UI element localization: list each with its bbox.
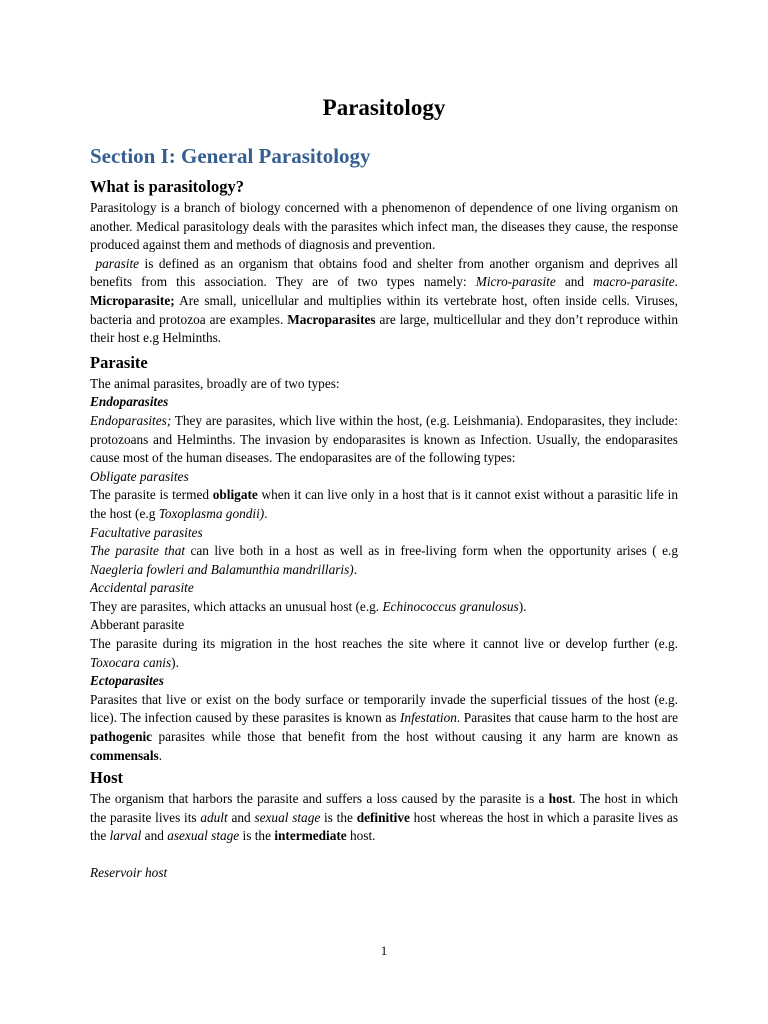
paragraph-parasite-definition: parasite is defined as an organism that obtains food and shelter from another organism and deprives all benefits from this association. They are of two types namely: Micro-parasite and macro-parasite. Microparasite; Are small, unicellular and multiplies within its vertebrate host, often inside cells. Viruses, bacteria and protozoa are examples. Macroparasites are large, multicellular and they don’t reproduce within their host e.g Helminths. — [90, 255, 678, 346]
heading-what-is-parasitology: What is parasitology? — [90, 177, 245, 196]
subheading-ectoparasites: Ectoparasites — [90, 673, 164, 689]
page-number: 1 — [380, 944, 388, 958]
paragraph-facultative: The parasite that can live both in a host as well as in free-living form when the opportunity arises ( e.g Naegleria fowleri and Balamunthia mandrillaris). — [90, 543, 678, 577]
paragraph-host: The organism that harbors the parasite and suffers a loss caused by the parasite is a host. The host in which the parasite lives its adult and sexual stage is the definitive host whereas the host in which a parasite lives as the larval and asexual stage is the intermediate host. — [90, 791, 678, 844]
subheading-reservoir-host: Reservoir host — [90, 865, 168, 880]
paragraph-animal-parasites: The animal parasites, broadly are of two types: — [90, 375, 340, 391]
paragraph-abberant: The parasite during its migration in the host reaches the site where it cannot live or develop further (e.g. Toxocara canis). — [90, 636, 678, 670]
paragraph-endoparasites: Endoparasites; They are parasites, which live within the host, (e.g. Leishmania). Endoparasites, they include: protozoans and Helminths. The invasion by endoparasites is known as Infection. Usually, the endoparasites cause most of the human diseases. The endoparasites are of the following types: — [90, 412, 678, 466]
heading-host: Host — [90, 768, 123, 788]
subheading-accidental: Accidental parasite — [90, 580, 194, 596]
subheading-abberant: Abberant parasite — [90, 617, 185, 633]
heading-parasite: Parasite — [90, 352, 148, 372]
subheading-endoparasites: Endoparasites — [90, 394, 169, 410]
paragraph-ectoparasites: Parasites that live or exist on the body surface or temporarily invade the superficial tissues of the host (e.g. lice). The infection caused by these parasites is known as Infestation. Parasites that cause harm to the host are pathogenic parasites while those that benefit from the host without causing it any harm are known as commensals. — [90, 691, 678, 763]
subheading-facultative: Facultative parasites — [90, 524, 203, 540]
page-title: Parasitology — [322, 95, 446, 120]
paragraph-accidental: They are parasites, which attacks an unusual host (e.g. Echinococcus granulosus). — [90, 598, 527, 614]
paragraph-obligate: The parasite is termed obligate when it can live only in a host that is it cannot exist without a parasitic life in the host (e.g Toxoplasma gondii). — [90, 487, 678, 521]
page-content — [90, 92, 678, 883]
section-heading: Section I: General Parasitology — [90, 144, 371, 168]
paragraph-definition: Parasitology is a branch of biology concerned with a phenomenon of dependence of one living organism on another. Medical parasitology deals with the parasites which infect man, the diseases they cause, the response produced against them and methods of diagnosis and prevention. — [90, 200, 678, 253]
subheading-obligate: Obligate parasites — [90, 468, 189, 484]
spacer — [90, 846, 678, 864]
